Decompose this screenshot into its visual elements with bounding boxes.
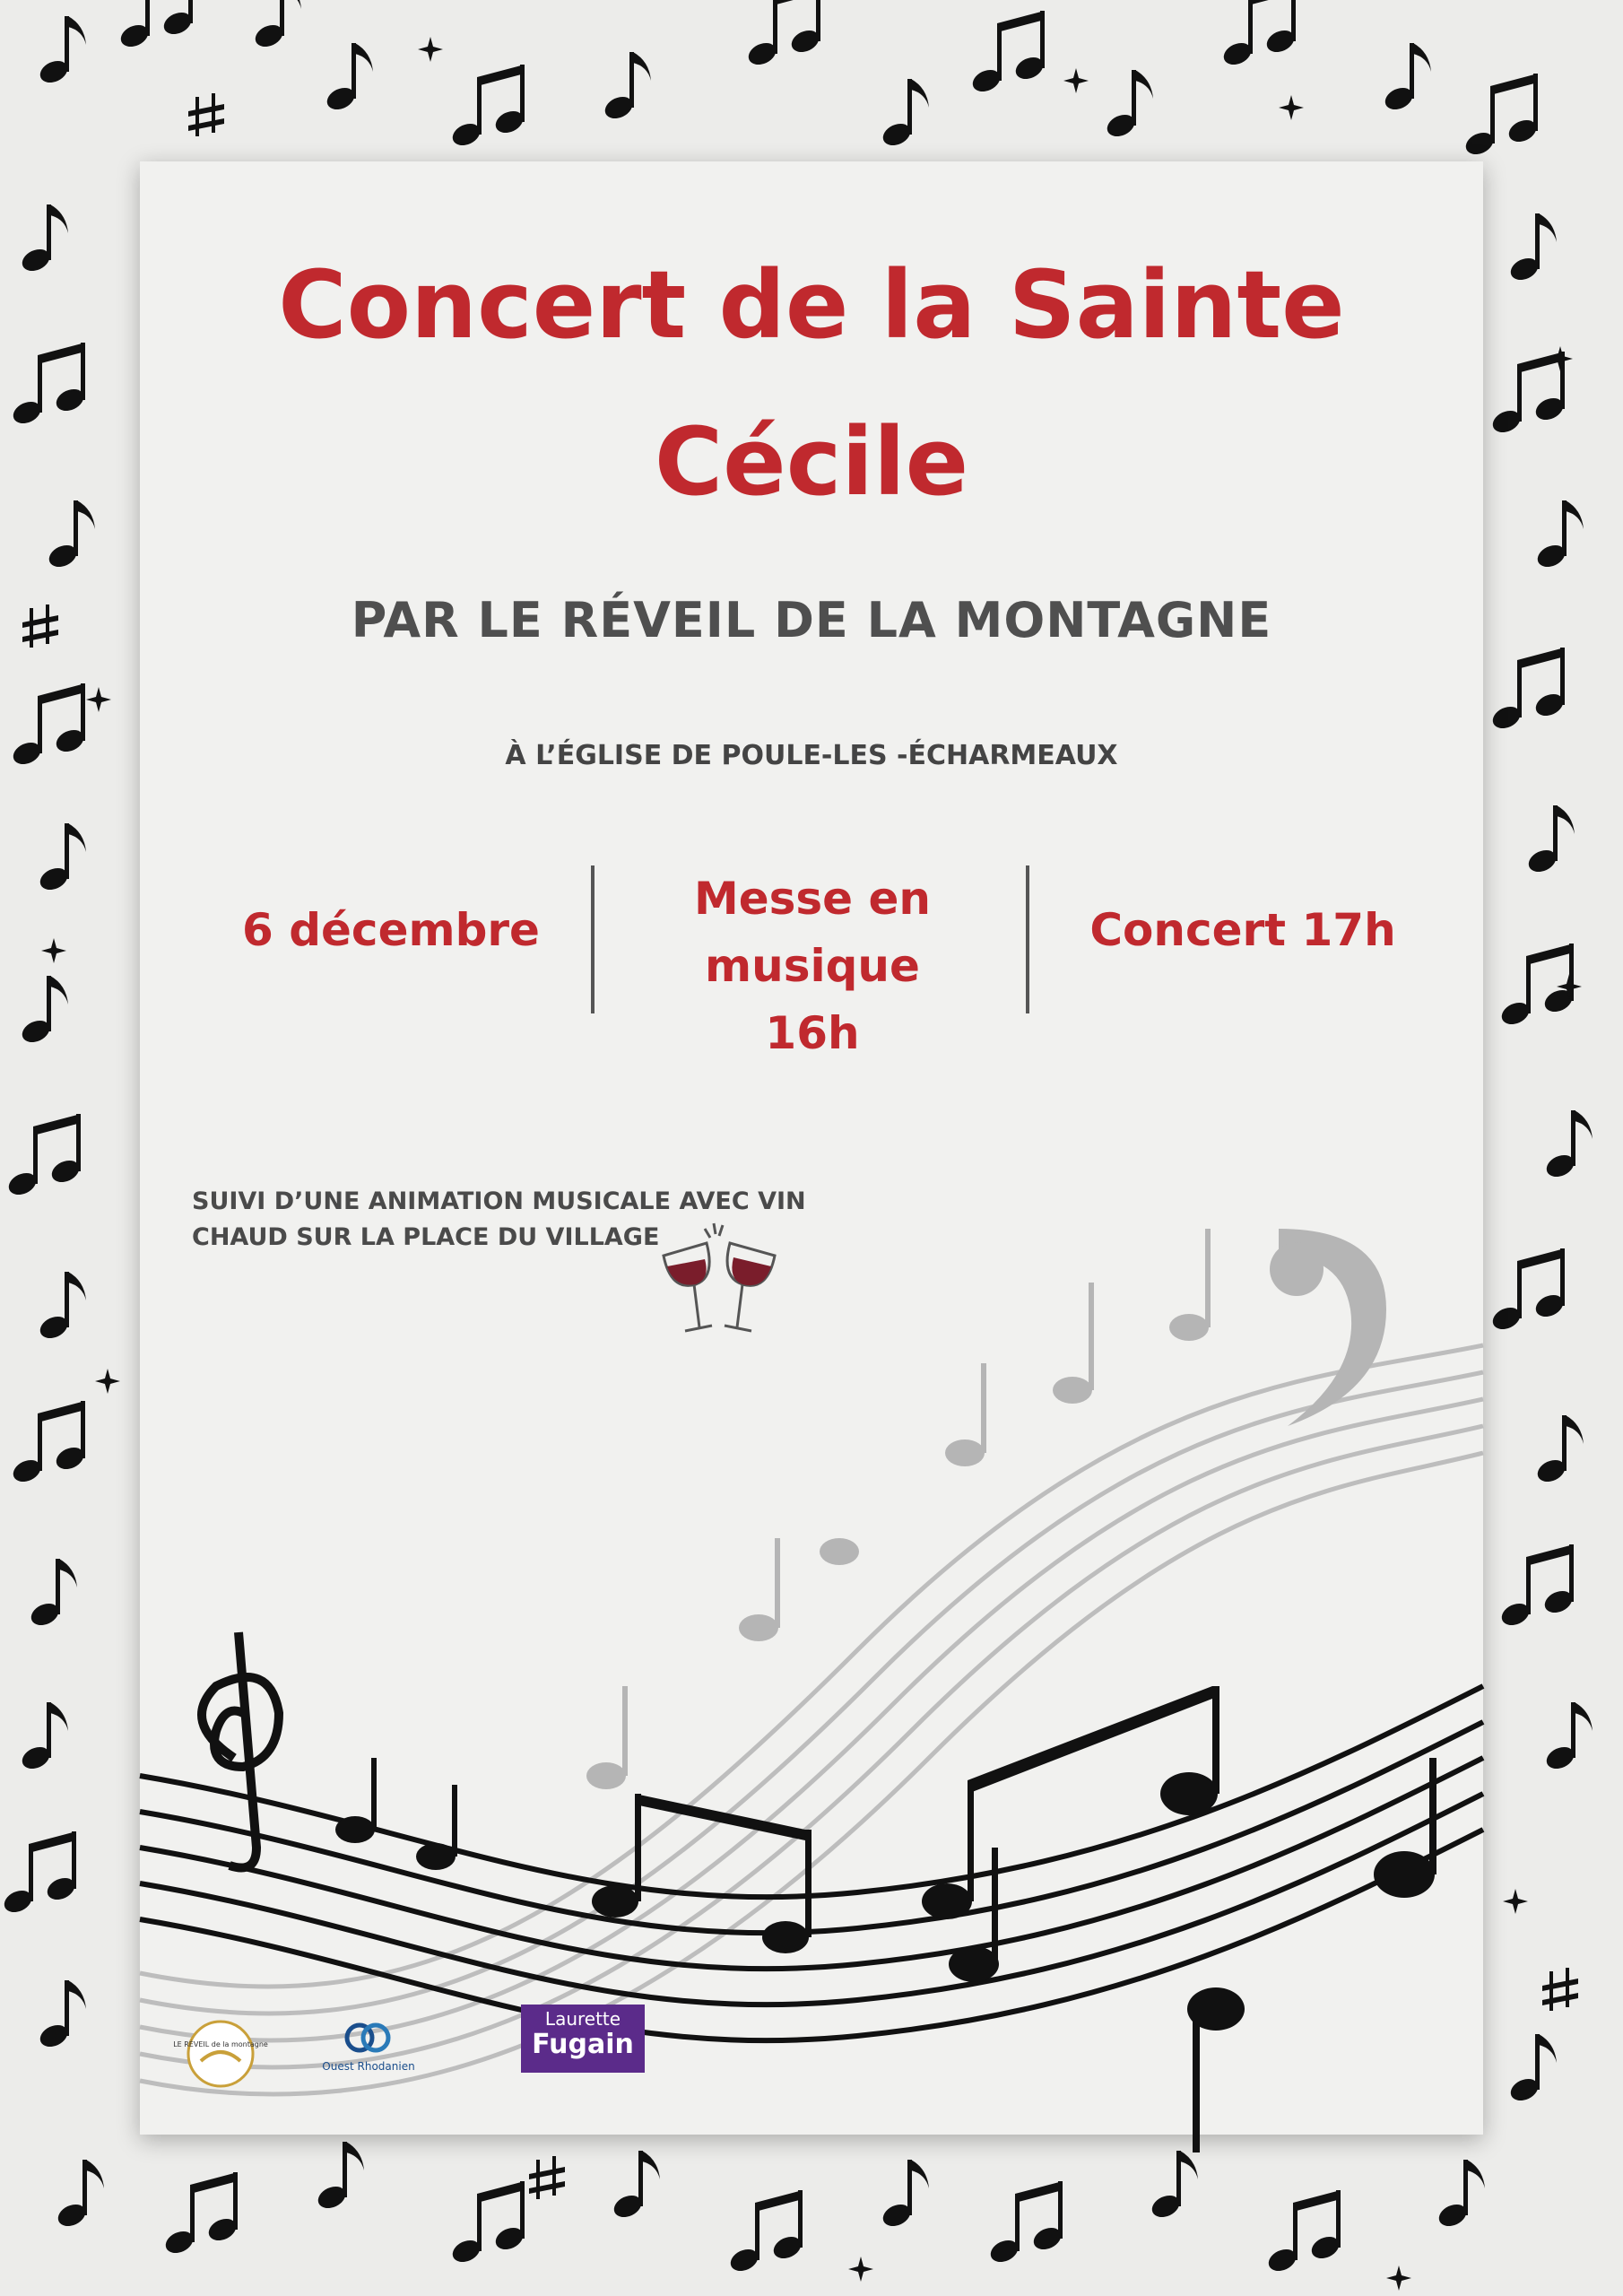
- poster-title-line1: Concert de la Sainte: [278, 250, 1345, 360]
- follow-line1: SUIVI D’UNE ANIMATION MUSICALE AVEC VIN: [192, 1187, 806, 1215]
- concert-time: Concert 17h: [1089, 904, 1396, 956]
- border-notes-left: [1, 204, 120, 2051]
- music-staff-illustration: [140, 1112, 1483, 2135]
- divider: [591, 865, 595, 1013]
- mass-line1: Messe en: [693, 873, 931, 925]
- concert-poster: [140, 161, 1483, 2135]
- border-notes-top: [37, 0, 1540, 159]
- fugain-logo-line2: Fugain: [532, 2029, 634, 2060]
- follow-line2: CHAUD SUR LA PLACE DU VILLAGE: [192, 1223, 660, 1251]
- border-notes-right: [1489, 213, 1593, 2105]
- reveil-montagne-logo: [173, 2018, 268, 2090]
- divider: [1026, 865, 1029, 1013]
- laurette-fugain-logo: [521, 2005, 645, 2073]
- fugain-logo-line1: Laurette: [544, 2008, 621, 2030]
- gray-staff: [140, 1345, 1483, 2094]
- ouest-rhodanien-logo: [319, 2018, 418, 2090]
- reveil-logo-text: LE RÉVEIL de la montagne: [173, 2040, 268, 2048]
- poster-title-line2: Cécile: [654, 407, 969, 517]
- ouest-logo-text: Ouest Rhodanien: [322, 2060, 415, 2073]
- event-date: 6 décembre: [242, 904, 540, 956]
- poster-subtitle: PAR LE RÉVEIL DE LA MONTAGNE: [351, 592, 1272, 648]
- mass-time: [633, 865, 992, 1067]
- mass-line2: musique: [705, 940, 920, 992]
- border-notes-bottom: [55, 2142, 1485, 2291]
- mass-line3: 16h: [765, 1007, 860, 1059]
- venue-text: À L’ÉGLISE DE POULE-LES -ÉCHARMEAUX: [505, 740, 1118, 771]
